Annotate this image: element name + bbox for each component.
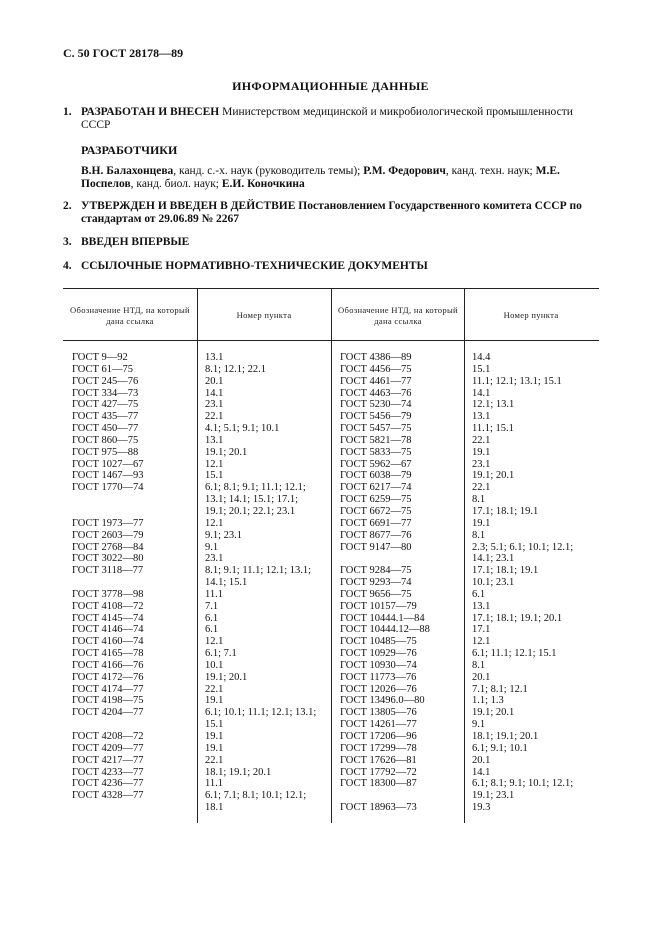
table-cell: 11.1; 12.1; 13.1; 15.1 — [472, 375, 562, 387]
developer-name: М.Е. Поспелов — [81, 165, 560, 190]
section-4-heading: ССЫЛОЧНЫЕ НОРМАТИВНО-ТЕХНИЧЕСКИЕ ДОКУМЕНТЫ — [81, 260, 428, 272]
table-cell: 19.1; 20.1 — [205, 446, 248, 458]
table-cell: 14.4 — [472, 352, 491, 363]
table-cell: 15.1 — [472, 363, 491, 375]
table-cell: 22.1 — [205, 411, 224, 423]
table-cell: 8.1 — [472, 659, 486, 671]
page-header: С. 50 ГОСТ 28178—89 — [63, 46, 184, 60]
table-cell: 19.1; 20.1 — [472, 707, 515, 719]
table-cell — [340, 553, 430, 565]
table-column-left-docs — [72, 352, 144, 814]
table-cell: ГОСТ 4198—75 — [72, 695, 144, 707]
table-cell: 13.1 — [205, 352, 224, 363]
table-cell: ГОСТ 17299—78 — [340, 742, 417, 754]
table-cell: 20.1 — [472, 754, 491, 766]
table-cell: 14.1 — [472, 766, 491, 778]
table-cell: ГОСТ 1770—74 — [72, 482, 144, 494]
table-cell: 17.1 — [472, 624, 491, 636]
section-1-text: Министерством медицинской и микробиологической промышленности СССР — [81, 106, 573, 131]
table-divider — [197, 288, 198, 823]
table-cell: ГОСТ 4160—74 — [72, 636, 144, 648]
page-title: ИНФОРМАЦИОННЫЕ ДАННЫЕ — [232, 79, 429, 93]
table-cell: ГОСТ 1027—67 — [72, 458, 144, 470]
table-cell: ГОСТ 4233—77 — [72, 766, 144, 778]
table-cell: ГОСТ 13805—76 — [340, 707, 417, 719]
table-cell: 22.1 — [472, 434, 491, 446]
table-cell: 7.1 — [205, 600, 219, 612]
table-cell: 8.1; 12.1; 22.1 — [205, 363, 266, 375]
table-cell: 19.1; 20.1 — [205, 671, 248, 683]
table-cell: 11.1 — [205, 778, 223, 790]
table-cell: ГОСТ 9656—75 — [340, 588, 412, 600]
developer-desc: , канд. техн. наук; — [445, 165, 536, 177]
table-cell: 6.1; 7.1 — [205, 648, 237, 660]
table-cell: 19.1 — [472, 446, 491, 458]
table-cell: 13.1 — [205, 434, 224, 446]
table-cell: ГОСТ 1467—93 — [72, 470, 144, 482]
table-cell: 12.1 — [205, 636, 224, 648]
table-cell: ГОСТ 3118—77 — [72, 565, 144, 577]
table-header-doc-left: Обозначение НТД, на который дана ссылка — [70, 305, 190, 326]
table-cell: ГОСТ 245—76 — [72, 375, 139, 387]
section-2-number: 2. — [63, 200, 72, 212]
table-cell: ГОСТ 4386—89 — [340, 352, 412, 363]
table-cell: 12.1; 13.1 — [472, 399, 515, 411]
table-cell: 22.1 — [472, 482, 491, 494]
table-cell: 17.1; 18.1; 19.1 — [472, 565, 539, 577]
table-cell: ГОСТ 10444.12—88 — [340, 624, 430, 636]
table-cell: 19.1 — [205, 695, 224, 707]
table-cell: ГОСТ 4165—78 — [72, 648, 144, 660]
table-cell: ГОСТ 3022—80 — [72, 553, 144, 565]
table-cell: 11.1; 15.1 — [472, 423, 514, 435]
table-cell: ГОСТ 17626—81 — [340, 754, 417, 766]
table-cell: ГОСТ 4172—76 — [72, 671, 144, 683]
table-cell — [72, 577, 144, 589]
table-cell: ГОСТ 4146—74 — [72, 624, 144, 636]
table-cell: ГОСТ 5821—78 — [340, 434, 412, 446]
table-cell: ГОСТ 17792—72 — [340, 766, 417, 778]
table-cell: ГОСТ 2768—84 — [72, 541, 144, 553]
table-cell: 19.1 — [205, 731, 224, 742]
table-header-point-right: Номер пункта — [503, 310, 559, 320]
developers-list — [81, 165, 601, 191]
section-2-heading: УТВЕРЖДЕН И ВВЕДЕН В ДЕЙСТВИЕ — [81, 200, 296, 212]
table-cell: 23.1 — [205, 399, 224, 411]
table-column-left-points — [205, 352, 316, 814]
table-cell: ГОСТ 12026—76 — [340, 683, 417, 695]
table-header-doc-right: Обозначение НТД, на который дана ссылка — [338, 305, 458, 326]
table-cell: ГОСТ 6672—75 — [340, 505, 412, 517]
table-cell: 6.1; 8.1; 9.1; 10.1; 12.1; — [472, 778, 574, 790]
table-cell: ГОСТ 6691—77 — [340, 517, 412, 529]
table-cell: ГОСТ 4166—76 — [72, 659, 144, 671]
table-cell: 19.1; 20.1; 22.1; 23.1 — [205, 505, 296, 517]
table-cell: ГОСТ 14261—77 — [340, 719, 417, 731]
table-column-right-points — [472, 352, 573, 814]
table-cell: ГОСТ 13496.0—80 — [340, 695, 425, 707]
table-cell: 18.1; 19.1; 20.1 — [472, 731, 539, 742]
table-cell: 6.1; 8.1; 9.1; 11.1; 12.1; — [205, 482, 306, 494]
table-cell: ГОСТ 11773—76 — [340, 671, 417, 683]
table-cell: 14.1 — [472, 387, 491, 399]
table-cell: 12.1 — [205, 458, 224, 470]
section-3 — [63, 236, 600, 249]
table-cell: ГОСТ 10485—75 — [340, 636, 417, 648]
section-2-text: Постановлением Государственного комитета СССР по стандартам от 29.06.89 № 2267 — [81, 200, 582, 225]
table-cell: ГОСТ 4145—74 — [72, 612, 144, 624]
table-header-point-left: Номер пункта — [236, 310, 292, 320]
table-cell: 15.1 — [205, 470, 224, 482]
table-cell: 22.1 — [205, 683, 224, 695]
table-cell: 8.1 — [472, 494, 486, 506]
table-cell: ГОСТ 4209—77 — [72, 742, 144, 754]
table-cell: ГОСТ 3778—98 — [72, 588, 144, 600]
section-3-heading: ВВЕДЕН ВПЕРВЫЕ — [81, 236, 190, 248]
table-cell: 20.1 — [205, 375, 224, 387]
table-cell: ГОСТ 6259—75 — [340, 494, 412, 506]
table-cell: 19.1; 20.1 — [472, 470, 515, 482]
table-cell: ГОСТ 9—92 — [72, 352, 128, 363]
table-cell: 12.1 — [472, 636, 491, 648]
developer-name: Е.И. Коночкина — [221, 178, 305, 190]
table-cell: 7.1; 8.1; 12.1 — [472, 683, 528, 695]
table-cell: 12.1 — [205, 517, 224, 529]
table-cell: ГОСТ 18963—73 — [340, 802, 417, 814]
table-cell: 10.1 — [205, 659, 224, 671]
section-4 — [63, 260, 600, 273]
section-4-number: 4. — [63, 260, 72, 272]
table-cell — [72, 802, 144, 814]
table-cell: 9.1 — [472, 719, 486, 731]
table-cell: 1.1; 1.3 — [472, 695, 504, 707]
table-cell: ГОСТ 10157—79 — [340, 600, 417, 612]
table-cell: 4.1; 5.1; 9.1; 10.1 — [205, 423, 280, 435]
table-cell: 14.1; 15.1 — [205, 577, 248, 589]
table-cell: 19.1 — [205, 742, 224, 754]
table-cell: 22.1 — [205, 754, 224, 766]
section-2 — [63, 200, 600, 226]
table-cell: ГОСТ 5962—67 — [340, 458, 412, 470]
table-cell: 6.1 — [205, 624, 219, 636]
table-cell: 6.1; 10.1; 11.1; 12.1; 13.1; — [205, 707, 317, 719]
table-cell: ГОСТ 334—73 — [72, 387, 139, 399]
table-cell: 13.1 — [472, 411, 491, 423]
table-cell: 23.1 — [472, 458, 491, 470]
table-cell: 18.1; 19.1; 20.1 — [205, 766, 272, 778]
table-cell: 10.1; 23.1 — [472, 577, 515, 589]
developer-name: В.Н. Балахонцева — [81, 165, 174, 177]
table-cell: ГОСТ 5456—79 — [340, 411, 412, 423]
table-cell: ГОСТ 10444.1—84 — [340, 612, 425, 624]
table-cell: ГОСТ 10929—76 — [340, 648, 417, 660]
table-cell: ГОСТ 9293—74 — [340, 577, 412, 589]
section-1-heading: РАЗРАБОТАН И ВНЕСЕН — [81, 106, 220, 118]
table-column-right-docs — [340, 352, 430, 814]
table-divider — [331, 288, 332, 823]
developer-desc: , канд. с.-х. наук (руководитель темы); — [173, 165, 364, 177]
table-cell: ГОСТ 5230—74 — [340, 399, 412, 411]
table-cell: 2.3; 5.1; 6.1; 10.1; 12.1; — [472, 541, 574, 553]
table-cell: 18.1 — [205, 802, 224, 814]
table-cell: ГОСТ 6217—74 — [340, 482, 412, 494]
table-cell: ГОСТ 8677—76 — [340, 529, 412, 541]
table-cell: ГОСТ 450—77 — [72, 423, 139, 435]
table-cell: 6.1; 11.1; 12.1; 15.1 — [472, 648, 557, 660]
table-cell: 19.3 — [472, 802, 491, 814]
section-1 — [63, 106, 600, 132]
table-cell: ГОСТ 975—88 — [72, 446, 139, 458]
table-cell: ГОСТ 4217—77 — [72, 754, 144, 766]
table-cell: ГОСТ 10930—74 — [340, 659, 417, 671]
table-cell: ГОСТ 5457—75 — [340, 423, 412, 435]
table-cell: ГОСТ 5833—75 — [340, 446, 412, 458]
table-cell: 17.1; 18.1; 19.1 — [472, 505, 539, 517]
table-divider — [464, 288, 465, 823]
table-cell: ГОСТ 4108—72 — [72, 600, 144, 612]
table-cell: ГОСТ 4208—72 — [72, 731, 144, 742]
table-cell: 20.1 — [472, 671, 491, 683]
table-cell — [72, 506, 144, 518]
table-cell: 19.1; 23.1 — [472, 790, 515, 802]
table-cell: 6.1 — [205, 612, 219, 624]
table-cell: ГОСТ 1973—77 — [72, 517, 144, 529]
table-cell: 14.1 — [205, 387, 224, 399]
table-cell: 8.1; 9.1; 11.1; 12.1; 13.1; — [205, 565, 312, 577]
table-cell: 9.1; 23.1 — [205, 529, 243, 541]
table-cell: 6.1 — [472, 588, 486, 600]
table-cell: 11.1 — [205, 588, 223, 600]
table-cell: ГОСТ 61—75 — [72, 363, 134, 375]
table-cell: ГОСТ 435—77 — [72, 411, 139, 423]
table-cell: 6.1; 7.1; 8.1; 10.1; 12.1; — [205, 790, 307, 802]
table-cell — [72, 719, 144, 731]
table-cell: ГОСТ 4236—77 — [72, 778, 144, 790]
section-3-number: 3. — [63, 236, 72, 248]
table-cell — [72, 494, 144, 506]
table-cell: 6.1; 9.1; 10.1 — [472, 742, 528, 754]
table-cell: ГОСТ 6038—79 — [340, 470, 412, 482]
table-cell: 14.1; 23.1 — [472, 553, 515, 565]
table-cell: ГОСТ 9147—80 — [340, 541, 412, 553]
table-cell: ГОСТ 4456—75 — [340, 363, 412, 375]
table-cell: ГОСТ 860—75 — [72, 434, 139, 446]
table-cell: ГОСТ 4204—77 — [72, 707, 144, 719]
table-cell: 13.1 — [472, 600, 491, 612]
section-1-number: 1. — [63, 106, 72, 118]
table-cell: ГОСТ 4174—77 — [72, 683, 144, 695]
table-cell: 9.1 — [205, 541, 219, 553]
table-cell: ГОСТ 427—75 — [72, 399, 139, 411]
table-cell: ГОСТ 18300—87 — [340, 778, 417, 790]
developers-title: РАЗРАБОТЧИКИ — [81, 143, 178, 157]
table-cell: ГОСТ 4463—76 — [340, 387, 412, 399]
table-cell: ГОСТ 17206—96 — [340, 731, 417, 742]
table-cell: ГОСТ 4461—77 — [340, 375, 412, 387]
table-cell: 23.1 — [205, 553, 224, 565]
table-cell: ГОСТ 4328—77 — [72, 790, 144, 802]
table-cell: 19.1 — [472, 517, 491, 529]
developer-desc: , канд. биол. наук; — [130, 178, 222, 190]
table-cell: ГОСТ 9284—75 — [340, 565, 412, 577]
table-cell: 15.1 — [205, 719, 224, 731]
developer-name: Р.М. Федорович — [363, 165, 446, 177]
table-cell: 17.1; 18.1; 19.1; 20.1 — [472, 612, 563, 624]
table-cell: ГОСТ 2603—79 — [72, 529, 144, 541]
table-cell — [340, 790, 430, 802]
table-cell: 8.1 — [472, 529, 486, 541]
table-cell: 13.1; 14.1; 15.1; 17.1; — [205, 494, 299, 506]
